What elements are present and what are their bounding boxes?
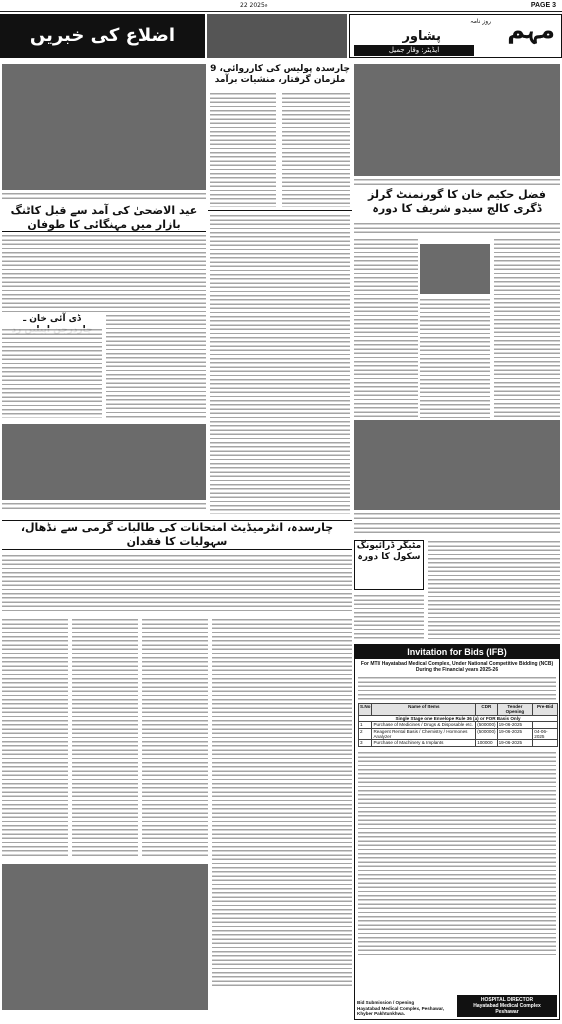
group-row: Single Stage one Envelope Rule 36 (a) or FOR Basis Only	[359, 715, 558, 721]
paper-name: مہم	[507, 16, 555, 44]
cell: (500000)	[476, 728, 497, 740]
table-row	[359, 740, 558, 746]
article-text	[2, 328, 102, 418]
paper-city: پشاور	[402, 29, 441, 44]
cell: Reagent Rental Basis / Chemistry / Hormones Analyzer	[372, 728, 476, 740]
article-text	[420, 298, 490, 418]
article-text	[212, 618, 352, 988]
headline-police: چارسدہ پولیس کی کارروائی، 9 ملزمان گرفتار، منشیات برآمد	[210, 64, 350, 85]
cell: (500000)	[477, 722, 496, 728]
cell: 3	[359, 740, 372, 746]
masthead-skyline	[207, 14, 347, 58]
article-text	[428, 540, 560, 640]
headline-traffic: مٹیگر ڈرائیونگ سکول کا دورہ	[354, 540, 424, 590]
article-text	[72, 618, 138, 858]
cell: 2	[359, 728, 372, 740]
ifb-intro-text	[358, 676, 556, 700]
cell: 19-06-2025	[497, 722, 533, 728]
divider	[208, 210, 352, 211]
caption	[354, 512, 560, 519]
ifb-footer-right: HOSPITAL DIRECTOR Hayatabad Medical Complex Peshawar	[457, 995, 557, 1017]
paper-kicker: روز نامہ	[470, 18, 491, 25]
article-text	[210, 214, 350, 514]
article-text	[2, 618, 68, 858]
headline-heat: چارسدہ، انٹرمیڈیٹ امتحانات کی طالبات گرمی سے نڈھال، سہولیات کا فقدان	[2, 520, 352, 550]
article-text	[354, 238, 418, 418]
masthead	[349, 14, 562, 58]
cell: Purchase of Medicines / Drugs & Disposable etc.	[372, 722, 476, 728]
article-text	[354, 594, 424, 640]
article-text	[2, 554, 352, 614]
col-header: Tender Opening	[497, 704, 533, 716]
article-text	[142, 618, 208, 858]
editor-line: ایڈیٹر: وقار جمیل	[354, 45, 474, 56]
ifb-advertisement	[354, 644, 560, 1020]
cell	[533, 740, 558, 746]
top-strip	[0, 0, 562, 12]
article-text	[106, 314, 206, 418]
page-number: PAGE 3	[530, 2, 556, 9]
ifb-subtitle: For MTI/ Hayatabad Medical Complex, Under National Competitive Bidding (NCB)	[360, 661, 554, 667]
article-text	[210, 92, 276, 207]
col-header: Pre-Bid	[533, 704, 558, 716]
photo-portrait	[420, 244, 490, 294]
photo-ceremony	[354, 420, 560, 510]
ifb-title: Invitation for Bids (IFB)	[355, 645, 559, 659]
col-header: CDR	[476, 704, 497, 716]
photo-crowd	[2, 424, 206, 500]
headline-dpo: ڈی آئی خان ـ	[23, 314, 81, 324]
article-text	[2, 234, 206, 312]
headline-college: فضل حکیم خان کا گورنمنٹ گرلز ڈگری کالج سیدو شریف کا دورہ	[368, 188, 546, 215]
cell: 1	[359, 722, 372, 728]
table-row	[359, 728, 558, 740]
col-header: S.No	[359, 704, 372, 716]
article-text	[494, 238, 560, 418]
ifb-footer-left: Bid Submission / Opening Hayatabad Medical Complex, Peshawar, Khyber Pakhtunkhwa.	[357, 1000, 445, 1017]
col-header: Name of Items	[372, 704, 476, 716]
cell: 100000	[476, 740, 497, 746]
cell: Purchase of Machinery & Implants	[372, 740, 476, 746]
cell: 19-06-2025	[497, 728, 533, 740]
ifb-table	[358, 703, 558, 747]
subheadline	[354, 222, 560, 234]
photo-group	[2, 864, 208, 1010]
ifb-subtitle-2: During the Financial years 2025-26	[415, 667, 499, 673]
ifb-terms-text	[358, 751, 556, 957]
caption	[354, 178, 560, 185]
photo-exhibition	[2, 64, 206, 190]
cell: 04-06-2025	[533, 728, 558, 740]
headline-eid: عید الاضحیٰ کی آمد سے قبل کاٹنگ بازار میں مہنگائی کا طوفان	[2, 204, 206, 232]
caption	[2, 192, 206, 200]
article-text	[282, 92, 350, 207]
issue-date: 22 2025ء	[240, 2, 268, 9]
section-title: اضلاع کی خبریں	[0, 14, 205, 58]
cell: 19-06-2025	[497, 740, 533, 746]
caption	[2, 502, 206, 510]
photo-meeting	[354, 64, 560, 176]
subheadline	[354, 522, 560, 534]
